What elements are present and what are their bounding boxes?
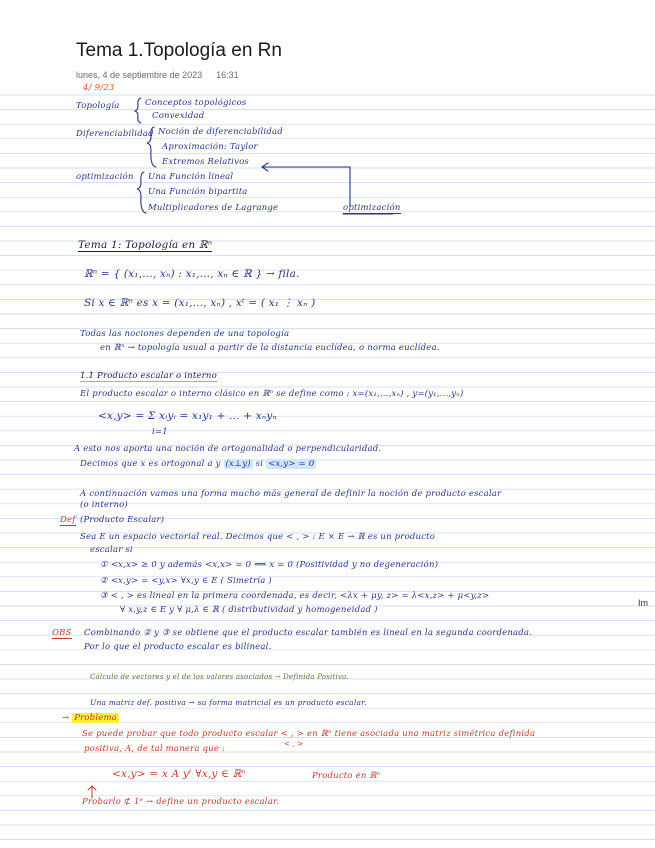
prop-2-text: <x,y> = <y,x> ∀x,y ∈ E ( Simetría ) (110, 576, 272, 586)
prob-hint: Producto en ℝⁿ (312, 771, 381, 781)
obs-tag-text: OBS (52, 628, 72, 638)
outline-diferenciabilidad: Diferenciabilidad (76, 129, 154, 139)
page-date: lunes, 4 de septiembre de 2023 (76, 70, 203, 80)
outline-opt-item-1: Una Función lineal (148, 172, 234, 182)
nociones-line-1: Todas las nociones dependen de una topología (80, 329, 290, 339)
prop-1-num: ① (100, 560, 108, 570)
rn-definition: ℝⁿ = { (x₁,..., xₙ) : x₁,..., xₙ ∈ ℝ } → fila. (84, 268, 300, 280)
prob-line-1: Se puede probar que todo producto escalar < , > en ℝⁿ tiene asociada una matriz simétrica definida (82, 729, 536, 739)
problema-text: Problema (74, 713, 118, 723)
sea-line-1: Sea E un espacio vectorial real. Decimos que < , > : E × E → ℝ es un producto (80, 532, 436, 542)
date-tag: 4/ 9/23 (83, 83, 115, 93)
prob-line-2: positiva, A, de tal manera que : (84, 744, 226, 754)
general-line-2: (o interno) (80, 500, 128, 510)
side-label: Im (638, 598, 648, 608)
def-formula: <x,y> = Σ xᵢyᵢ = x₁y₁ + ... + xₙyₙ (98, 410, 277, 422)
prob-last: Probarlo ⊄ 1ᵉ → define un producto escalar. (82, 797, 280, 807)
prop-3-quantifier: ∀ x,y,z ∈ E y ∀ μ,λ ∈ ℝ ( distributividad y homogeneidad ) (120, 605, 378, 615)
obs-line-2: Por lo que el producto escalar es bilineal. (84, 642, 272, 652)
green-note: Cálculo de vectores y el de los valores asociados → Definida Positiva. (90, 673, 349, 681)
orto-line-1: A esto nos aporta una noción de ortogonalidad o perpendicularidad. (74, 444, 382, 454)
brace-optimizacion (137, 172, 146, 213)
obs-line-1: Combinando ② y ③ se obtiene que el producto escalar también es lineal en la segunda coordenada. (84, 628, 533, 638)
arrow-extremos (262, 167, 350, 207)
orto-box-1: (x⊥y) (225, 459, 251, 469)
rn-vector: Si x ∈ ℝⁿ es x = (x₁,..., xₙ) , xᵗ = ( x₁ ⋮ xₙ ) (84, 297, 316, 309)
nociones-line-2: en ℝⁿ → topología usual a partir de la distancia euclídea, o norma euclídea. (100, 343, 440, 353)
prob-formula: <x,y> = x A yᵗ ∀x,y ∈ ℝⁿ (112, 768, 247, 780)
prop-1-text: <x,x> ≥ 0 y además <x,x> = 0 ⟺ x = 0 (Positividad y no degeneración) (110, 560, 439, 570)
optim-note-text: optimización (343, 203, 401, 213)
outline-dif-item-1: Noción de diferenciabilidad (158, 127, 283, 137)
orto-box-2: <x,y> = 0 (268, 459, 315, 469)
outline-topologia-item-1: Conceptos topológicos (145, 98, 247, 108)
def-sum-limits: i=1 (152, 427, 168, 437)
outline-dif-item-3: Extremos Relativos (162, 157, 249, 167)
outline-topologia: Topología (76, 101, 120, 111)
outline-opt-item-2: Una Función bipartita (148, 187, 248, 197)
general-line-1: A continuación vamos una forma mucho más general de definir la noción de producto escalar (80, 489, 502, 499)
brace-diferenciabilidad (147, 127, 156, 167)
def-line-1: El producto escalar o interno clásico en ℝⁿ se define como : x=(x₁,...,xₙ) , y=(y₁,...,yₙ) (80, 389, 464, 399)
outline-dif-item-2: Aproximación: Taylor (162, 142, 258, 152)
page-time: 16:31 (216, 70, 239, 80)
sea-line-2: escalar si (90, 545, 133, 555)
orto-text: Decimos que x es ortogonal a y (80, 459, 221, 469)
arrow-probarlo (88, 786, 96, 798)
problema-arrow: → (62, 713, 70, 723)
orto-si: si (255, 459, 264, 469)
prob-small: < , > (284, 740, 304, 748)
prop-3-text: < , > es lineal en la primera coordenada, es decir, <λx + μy, z> = λ<x,z> + μ<y,z> (110, 591, 490, 601)
brace-topologia (135, 98, 141, 123)
page-title[interactable]: Tema 1.Topología en Rn (76, 40, 282, 61)
prop-2-num: ② (100, 576, 108, 586)
def-name: (Producto Escalar) (80, 515, 165, 525)
subsection-title-text: 1.1 Producto escalar o interno (80, 371, 217, 381)
section-title-text: Tema 1: Topología en ℝⁿ (78, 239, 213, 251)
outline-optimizacion: optimización (76, 172, 134, 182)
outline-topologia-item-2: Convexidad (152, 111, 205, 121)
def-tag-text: Def (60, 515, 76, 525)
outline-opt-item-3: Multiplicadores de Lagrange (148, 203, 279, 213)
prop-3-num: ③ (100, 591, 108, 601)
matriz-note: Una matriz def. positiva → su forma matricial es un producto escalar. (90, 698, 367, 707)
